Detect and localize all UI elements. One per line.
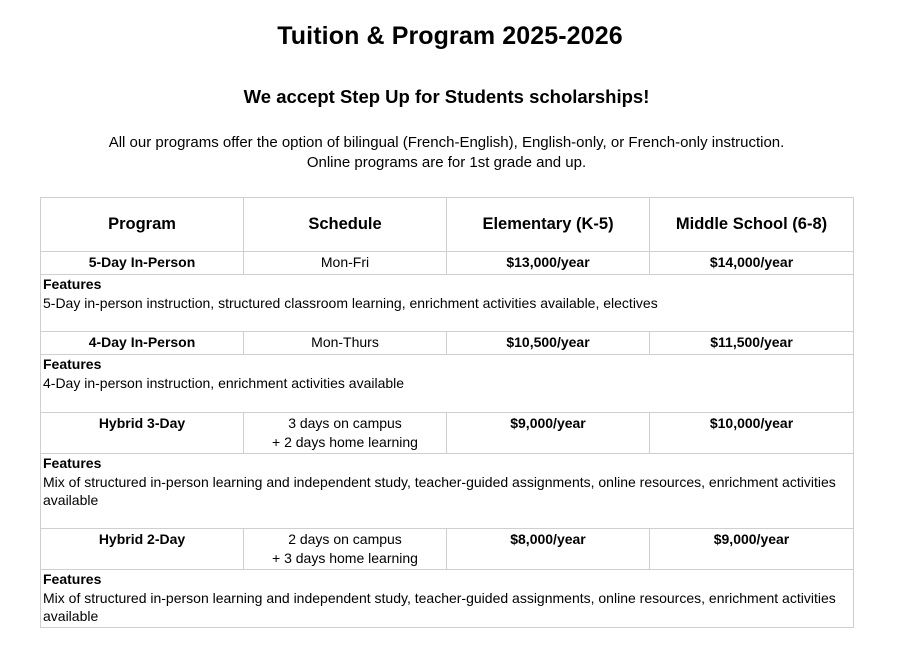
column-header-middle-school: Middle School (6-8)	[650, 198, 854, 252]
intro-line-1: All our programs offer the option of bilingual (French-English), English-only, or French-only instruction.	[108, 134, 785, 151]
program-name: Hybrid 2-Day	[41, 529, 244, 570]
schedule-line: Mon-Fri	[320, 254, 370, 270]
table-row	[41, 252, 854, 275]
features-text: 5-Day in-person instruction, structured classroom learning, enrichment activities available, electives	[43, 294, 658, 311]
schedule-line: + 2 days home learning	[272, 433, 418, 450]
elementary-price: $10,500/year	[447, 332, 650, 355]
middle-school-price: $11,500/year	[650, 332, 854, 355]
features-row	[41, 355, 854, 413]
schedule-line: Mon-Thurs	[311, 334, 379, 350]
column-header-program: Program	[41, 198, 244, 252]
features-label: Features	[43, 455, 102, 471]
column-header-elementary: Elementary (K-5)	[447, 198, 650, 252]
features-cell	[41, 275, 854, 332]
elementary-price: $8,000/year	[447, 529, 650, 570]
elementary-price: $13,000/year	[447, 252, 650, 275]
features-cell	[41, 570, 854, 628]
features-text: 4-Day in-person instruction, enrichment activities available	[43, 374, 405, 391]
middle-school-price: $9,000/year	[650, 529, 854, 570]
middle-school-price: $10,000/year	[650, 413, 854, 454]
program-name: 4-Day In-Person	[41, 332, 244, 355]
features-label: Features	[43, 276, 102, 292]
schedule-line: + 3 days home learning	[272, 549, 418, 566]
elementary-price: $9,000/year	[447, 413, 650, 454]
tuition-table	[40, 197, 854, 628]
program-schedule	[244, 529, 447, 570]
features-text: Mix of structured in-person learning and independent study, teacher-guided assignments, online resources, enrichment activities available	[43, 473, 836, 508]
features-row	[41, 570, 854, 628]
features-label: Features	[43, 571, 102, 587]
intro-line-2: Online programs are for 1st grade and up.	[306, 153, 587, 171]
schedule-line: 2 days on campus	[288, 531, 402, 547]
table-row	[41, 413, 854, 454]
program-schedule	[244, 332, 447, 355]
features-label: Features	[43, 356, 102, 372]
features-cell	[41, 454, 854, 529]
intro-text	[0, 133, 893, 172]
column-header-schedule: Schedule	[244, 198, 447, 252]
features-text: Mix of structured in-person learning and independent study, teacher-guided assignments, online resources, enrichment activities available	[43, 589, 836, 624]
scholarship-subtitle: We accept Step Up for Students scholarships!	[243, 86, 650, 107]
program-name: 5-Day In-Person	[41, 252, 244, 275]
features-cell	[41, 355, 854, 413]
table-header-row	[41, 198, 854, 252]
features-row	[41, 454, 854, 529]
program-name: Hybrid 3-Day	[41, 413, 244, 454]
table-row	[41, 529, 854, 570]
schedule-line: 3 days on campus	[288, 415, 402, 431]
page-title: Tuition & Program 2025-2026	[277, 22, 623, 50]
middle-school-price: $14,000/year	[650, 252, 854, 275]
program-schedule	[244, 413, 447, 454]
features-row	[41, 275, 854, 332]
table-row	[41, 332, 854, 355]
program-schedule	[244, 252, 447, 275]
